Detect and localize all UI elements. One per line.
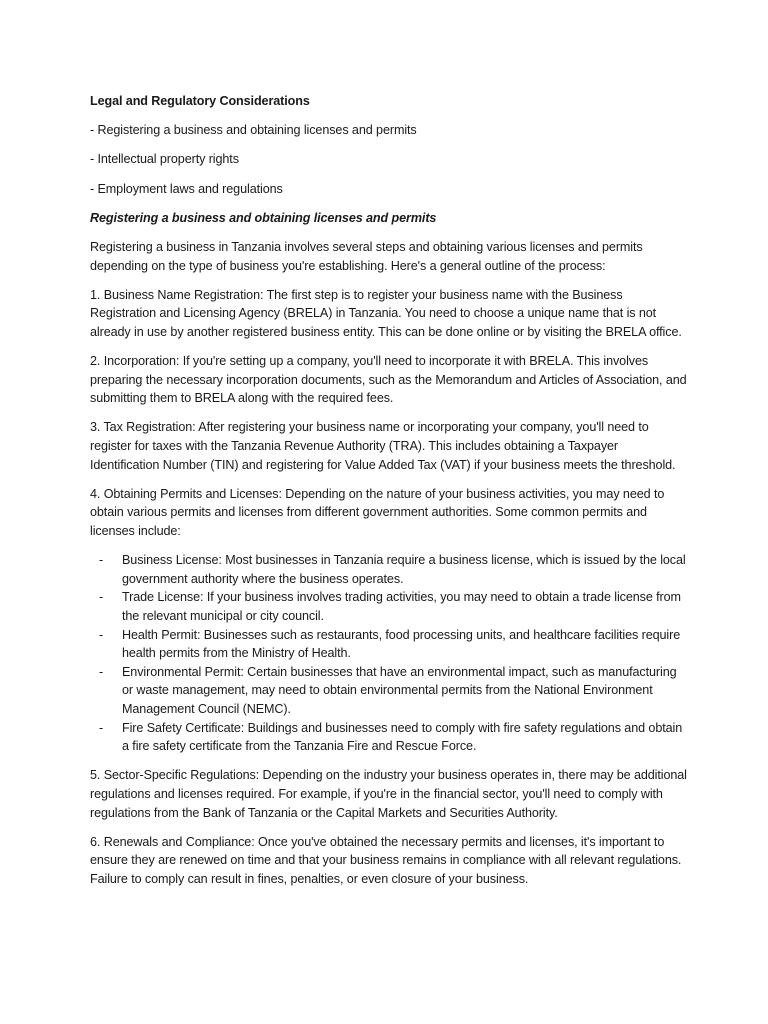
step-paragraph: 6. Renewals and Compliance: Once you've obtained the necessary permits and licenses, it's important to ensure they are renewed on time and that your business remains in compliance with all relevant regulations. Failure to comply can result in fines, penalties, or even closure of your business. bbox=[90, 834, 682, 886]
step-paragraph: 1. Business Name Registration: The first step is to register your business name with the Business Registration and Licensing Agency (BRELA) in Tanzania. You need to choose a unique name that is not already in use by another registered business entity. This can be done online or by visiting the BRELA office. bbox=[90, 287, 682, 339]
list-item bbox=[90, 551, 690, 588]
list-item bbox=[90, 626, 690, 663]
topic-item: - Intellectual property rights bbox=[90, 152, 239, 167]
permits-list bbox=[90, 551, 690, 756]
topic-item: - Employment laws and regulations bbox=[90, 181, 283, 196]
list-item bbox=[90, 663, 690, 719]
list-item-text: Environmental Permit: Certain businesses that have an environmental impact, such as manufacturing or waste management, may need to obtain environmental permits from the National Environment Management Council (NEMC). bbox=[122, 664, 677, 716]
bullet-dash: - bbox=[99, 627, 104, 642]
step-paragraph: 4. Obtaining Permits and Licenses: Depending on the nature of your business activities, you may need to obtain various permits and licenses from different government authorities. Some common permits and licenses include: bbox=[90, 486, 665, 539]
step-paragraph: 3. Tax Registration: After registering your business name or incorporating your company, you'll need to register for taxes with the Tanzania Revenue Authority (TRA). This includes obtaining a Taxpayer Identification Number (TIN) and registering for Value Added Tax (VAT) if your business meets the threshold. bbox=[90, 420, 676, 472]
list-item-text: Business License: Most businesses in Tanzania require a business license, which is issued by the local government authority where the business operates. bbox=[122, 553, 686, 586]
list-item bbox=[90, 719, 690, 756]
bullet-dash: - bbox=[99, 720, 104, 735]
bullet-dash: - bbox=[99, 553, 104, 568]
step-paragraph: 2. Incorporation: If you're setting up a company, you'll need to incorporate it with BRELA. This involves preparing the necessary incorporation documents, such as the Memorandum and Articles of Association, and submitting them to BRELA along with the required fees. bbox=[90, 354, 687, 406]
intro-paragraph: Registering a business in Tanzania involves several steps and obtaining various licenses and permits depending on the type of business you're establishing. Here's a general outline of the process: bbox=[90, 239, 643, 273]
list-item-text: Trade License: If your business involves trading activities, you may need to obtain a trade license from the relevant municipal or city council. bbox=[122, 590, 681, 623]
bullet-dash: - bbox=[99, 590, 104, 605]
document-page bbox=[90, 92, 690, 899]
list-item-text: Fire Safety Certificate: Buildings and businesses need to comply with fire safety regulations and obtain a fire safety certificate from the Tanzania Fire and Rescue Force. bbox=[122, 720, 683, 754]
bullet-dash: - bbox=[99, 664, 104, 679]
list-item bbox=[90, 588, 690, 625]
list-item-text: Health Permit: Businesses such as restaurants, food processing units, and healthcare facilities require health permits from the Ministry of Health. bbox=[122, 627, 681, 661]
topic-item: - Registering a business and obtaining licenses and permits bbox=[90, 123, 417, 138]
section-subheading: Registering a business and obtaining licenses and permits bbox=[90, 210, 437, 225]
step-paragraph: 5. Sector-Specific Regulations: Depending on the industry your business operates in, there may be additional regulations and licenses required. For example, if you're in the financial sector, you'll need to comply with regulations from the Bank of Tanzania or the Capital Markets and Securities Authority. bbox=[90, 768, 687, 820]
document-heading: Legal and Regulatory Considerations bbox=[90, 94, 310, 108]
